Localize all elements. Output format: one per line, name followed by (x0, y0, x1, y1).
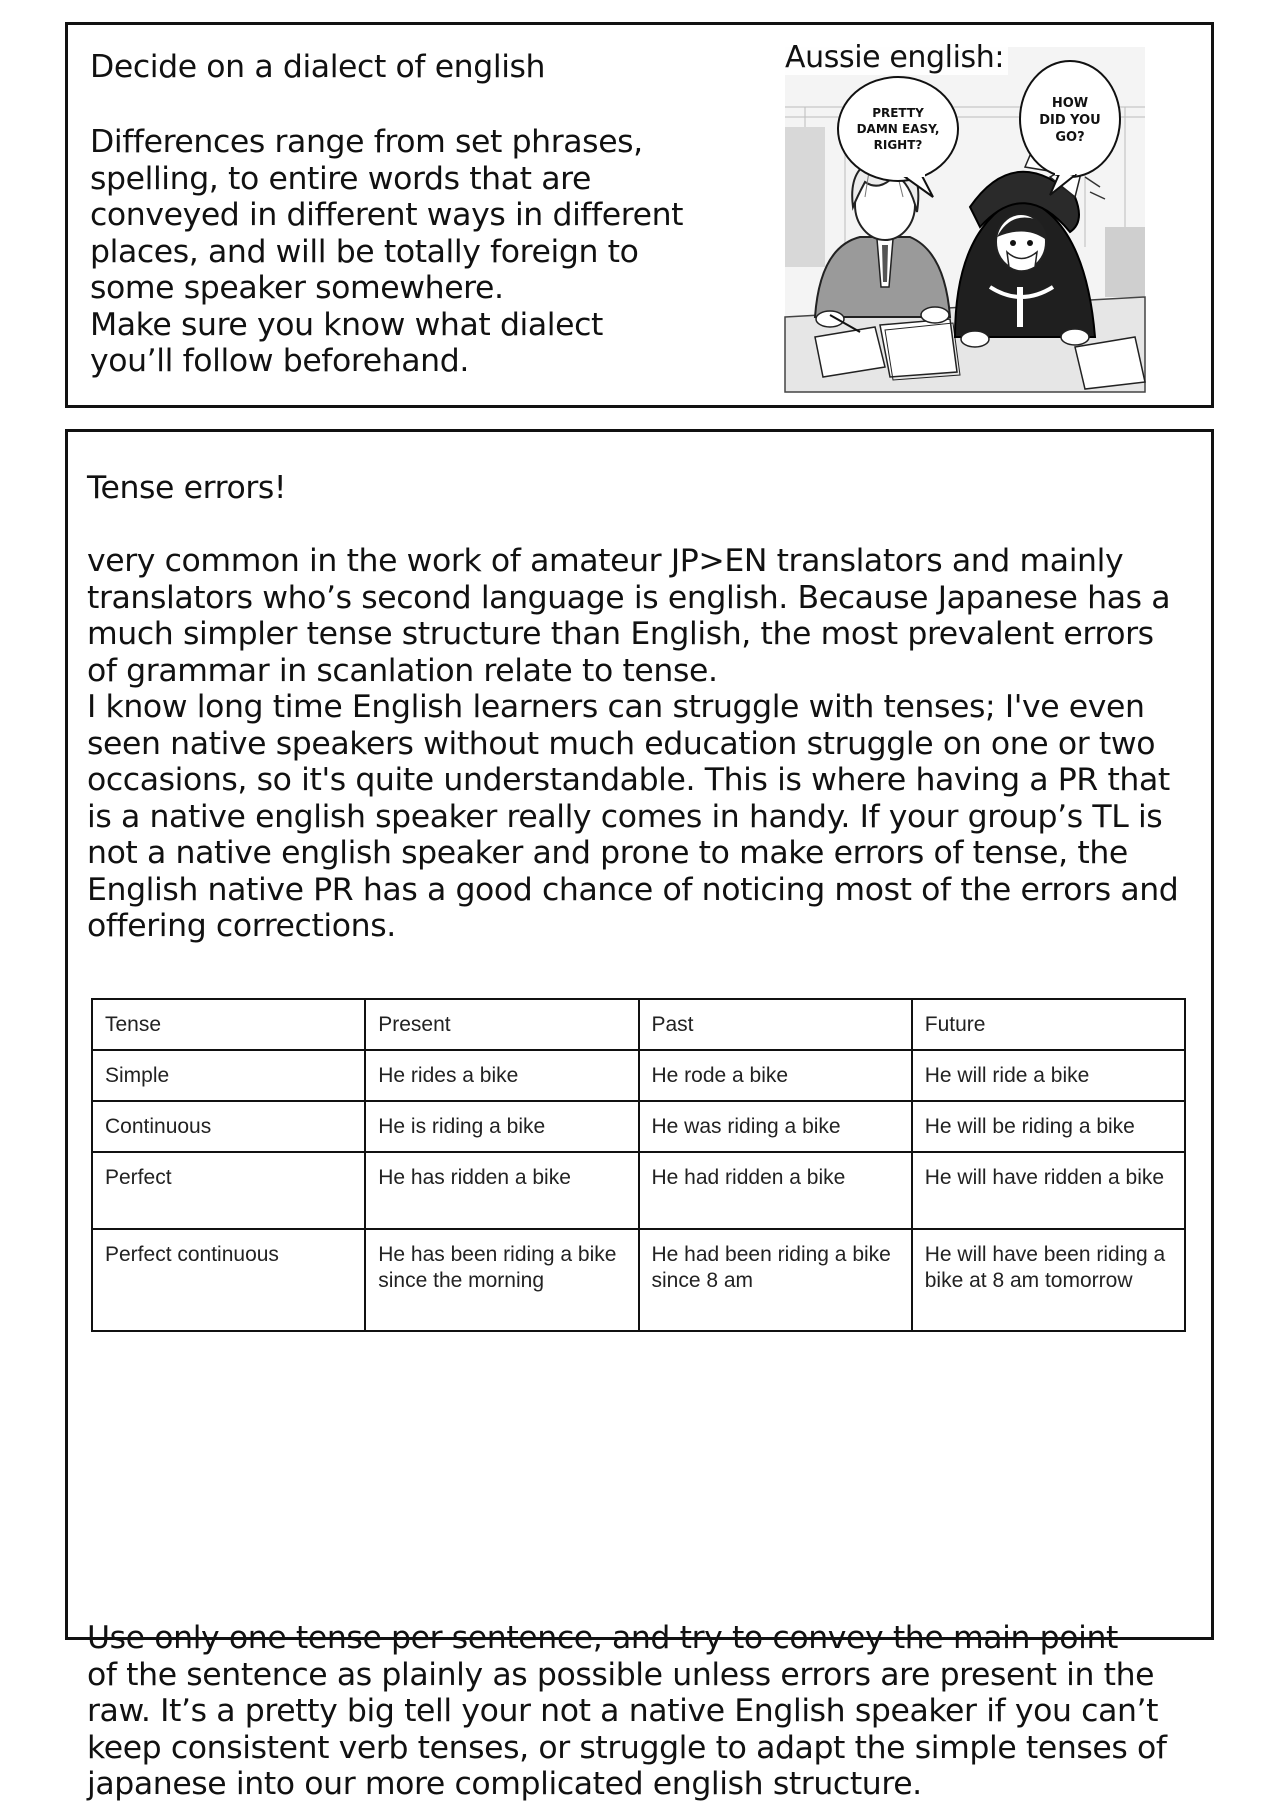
body-line: raw. It’s a pretty big tell your not a native English speaker if you can’t (87, 1693, 1159, 1729)
bubble-right-line: HOW (1051, 96, 1089, 111)
body-line: japanese into our more complicated english structure. (87, 1766, 922, 1802)
table-cell: He had been riding a bike since 8 am (639, 1229, 912, 1331)
body-line: keep consistent verb tenses, or struggle to adapt the simple tenses of (87, 1729, 1167, 1766)
table-row (92, 1229, 1185, 1331)
table-cell: He has been riding a bike since the morning (365, 1229, 638, 1331)
table-cell: He will have ridden a bike (912, 1152, 1185, 1229)
table-header-cell: Future (912, 999, 1185, 1050)
body-line: translators who’s second language is english. Because Japanese has a (87, 579, 1171, 616)
body-line: spelling, to entire words that are (90, 160, 591, 197)
bubble-right-line: DID YOU (1039, 113, 1101, 128)
table-cell: He will have been riding a bike at 8 am tomorrow (912, 1229, 1185, 1331)
manga-illustration (785, 47, 1145, 392)
table-header-cell: Past (639, 999, 912, 1050)
body-line: much simpler tense structure than English, the most prevalent errors (87, 616, 1154, 652)
table-header-cell: Tense (92, 999, 365, 1050)
table-cell: He rides a bike (365, 1050, 638, 1101)
table-cell: He had ridden a bike (639, 1152, 912, 1229)
body-line: Differences range from set phrases, (90, 124, 643, 160)
table-cell: Continuous (92, 1101, 365, 1152)
bubble-right-line: GO? (1055, 130, 1085, 145)
tense-panel (65, 429, 1214, 1802)
aussie-caption: Aussie english: (781, 41, 1008, 75)
body-line: some speaker somewhere. (90, 270, 504, 306)
table-cell: He will ride a bike (912, 1050, 1185, 1101)
table-header-row (92, 999, 1185, 1050)
body-line: Make sure you know what dialect (90, 306, 604, 343)
table-cell: Perfect (92, 1152, 365, 1229)
table-cell: Simple (92, 1050, 365, 1101)
table-cell: Perfect continuous (92, 1229, 365, 1331)
body-line: of the sentence as plainly as possible unless errors are present in the (87, 1656, 1155, 1693)
tense-table (91, 998, 1186, 1332)
body-line: seen native speakers without much education struggle on one or two (87, 725, 1156, 762)
body-line: not a native english speaker and prone to make errors of tense, the (87, 835, 1128, 871)
body-line: occasions, so it's quite understandable. This is where having a PR that (87, 762, 1170, 798)
body-line: of grammar in scanlation relate to tense. (87, 652, 718, 689)
dialect-body (90, 124, 730, 380)
table-cell: He will be riding a bike (912, 1101, 1185, 1152)
table-cell: He has ridden a bike (365, 1152, 638, 1229)
body-line: is a native english speaker really comes in handy. If your group’s TL is (87, 798, 1163, 835)
table-cell: He rode a bike (639, 1050, 912, 1101)
bubble-left-line: RIGHT? (873, 138, 923, 152)
table-cell: He is riding a bike (365, 1101, 638, 1152)
body-line: you’ll follow beforehand. (90, 343, 469, 379)
dialect-panel (65, 22, 1214, 408)
tense-body (87, 543, 1197, 945)
body-line: very common in the work of amateur JP>EN translators and mainly (87, 543, 1124, 579)
table-row (92, 1101, 1185, 1152)
bubble-left-line: DAMN EASY, (856, 122, 940, 136)
closing-body (87, 1620, 1197, 1803)
bubble-left-line: PRETTY (872, 106, 924, 120)
body-line: English native PR has a good chance of noticing most of the errors and (87, 871, 1179, 908)
tense-heading: Tense errors! (87, 470, 287, 506)
body-line: I know long time English learners can struggle with tenses; I've even (87, 689, 1145, 725)
table-row (92, 1050, 1185, 1101)
dialect-heading: Decide on a dialect of english (90, 49, 546, 85)
table-header-cell: Present (365, 999, 638, 1050)
body-line: offering corrections. (87, 908, 396, 944)
body-line: Use only one tense per sentence, and try to convey the main point (87, 1620, 1119, 1656)
body-line: places, and will be totally foreign to (90, 233, 639, 270)
table-row (92, 1152, 1185, 1229)
table-cell: He was riding a bike (639, 1101, 912, 1152)
body-line: conveyed in different ways in different (90, 197, 684, 233)
